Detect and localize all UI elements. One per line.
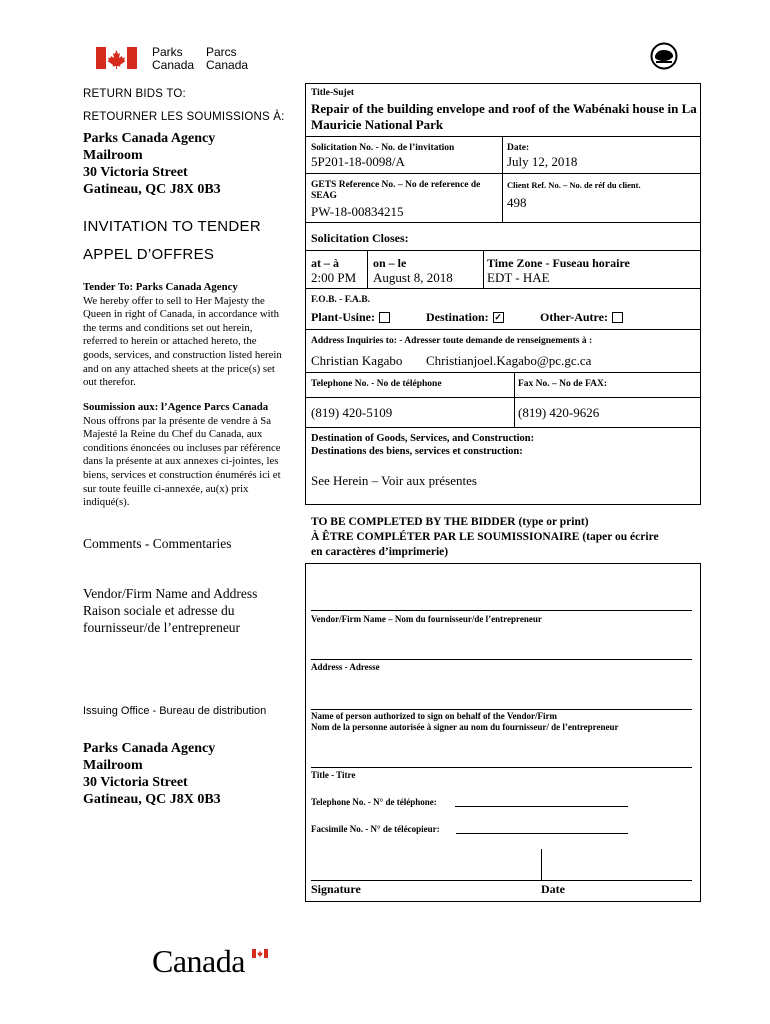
bidder-heading-line: en caractères d’imprimerie)	[311, 546, 449, 558]
vendor-name-address-label	[83, 585, 257, 636]
destination-goods-value: See Herein – Voir aux présentes	[311, 473, 477, 488]
plant-usine-option[interactable]	[311, 310, 390, 325]
client-ref-value: 498	[507, 195, 527, 210]
soumission-line: indiqué(s).	[83, 496, 130, 509]
title-field[interactable]	[311, 767, 692, 768]
invitation-to-tender: INVITATION TO TENDER	[83, 218, 261, 235]
return-address-line: Mailroom	[83, 148, 143, 163]
time-zone-label: Time Zone - Fuseau horaire	[487, 256, 630, 270]
address-label: Address - Adresse	[311, 662, 380, 672]
return-address	[83, 130, 221, 198]
authorized-person-line: Name of person authorized to sign on behalf of the Vendor/Firm	[311, 711, 557, 721]
on-label: on – le	[373, 256, 407, 270]
date-value: July 12, 2018	[507, 154, 578, 169]
destination-label: Destination:	[426, 310, 489, 324]
solicitation-no-value: 5P201-18-0098/A	[311, 154, 405, 169]
other-autre-checkbox[interactable]	[612, 312, 623, 323]
bidder-facsimile-label: Facsimile No. - N° de télécopieur:	[311, 824, 440, 834]
soumission-line: sur toute feuille ci-annexée, au(x) prix	[83, 482, 249, 495]
gets-ref-label-line: SEAG	[311, 191, 337, 201]
signature-label: Signature	[311, 882, 361, 896]
at-label: at – à	[311, 256, 339, 270]
fax-value: (819) 420-9626	[518, 405, 600, 420]
vendor-label-line: fournisseur/de l’entrepreneur	[83, 620, 241, 635]
vendor-name-field[interactable]	[311, 610, 692, 611]
date-sign-label: Date	[541, 882, 565, 896]
soumission-line: conditions énoncées ou incluses par référence	[83, 441, 281, 454]
logo-parks-fr-2: Canada	[206, 58, 249, 72]
title-value	[311, 101, 697, 133]
soumission-line: dans la présente at aux annexes ci-jointes, les	[83, 455, 279, 468]
plant-usine-label: Plant-Usine:	[311, 310, 375, 324]
bidder-heading	[311, 515, 659, 560]
solicitation-closes-label: Solicitation Closes:	[311, 231, 409, 245]
logo-parks-en-2: Canada	[152, 58, 195, 72]
issuing-address-line: Gatineau, QC J8X 0B3	[83, 792, 221, 807]
gets-ref-label	[311, 180, 480, 202]
soumission-line: biens, services et construction énumérés ici et	[83, 468, 281, 481]
authorized-person-line: Nom de la personne autorisée à signer au nom du fournisseur/ de l’entrepreneur	[311, 722, 619, 732]
issuing-address-line: Mailroom	[83, 758, 143, 773]
issuing-address	[83, 740, 221, 808]
soumission-line: Majesté la Reine du Chef du Canada, aux	[83, 428, 263, 441]
beaver-emblem-icon	[650, 42, 678, 70]
other-autre-option[interactable]	[540, 310, 623, 325]
tender-to-line: Queen in right of Canada, in accordance with	[83, 308, 280, 321]
client-ref-label: Client Ref. No. – No. de réf du client.	[507, 180, 641, 190]
time-zone-value: EDT - HAE	[487, 270, 550, 285]
canada-wordmark: Canada	[152, 943, 245, 979]
date-label: Date:	[507, 143, 530, 153]
comments-label: Comments - Commentaries	[83, 536, 232, 551]
bidder-telephone-label: Telephone No. - N° de téléphone:	[311, 797, 437, 807]
at-value: 2:00 PM	[311, 270, 357, 285]
title-label: Title-Sujet	[311, 88, 355, 98]
issuing-address-line: Parks Canada Agency	[83, 741, 216, 756]
title-value-line: Repair of the building envelope and roof of the Wabénaki house in La	[311, 101, 697, 116]
bidder-telephone-field[interactable]	[455, 806, 628, 807]
bidder-heading-line: TO BE COMPLETED BY THE BIDDER (type or print)	[311, 516, 589, 528]
title-titre-label: Title - Titre	[311, 770, 356, 780]
authorized-person-field[interactable]	[311, 709, 692, 710]
on-value: August 8, 2018	[373, 270, 453, 285]
tender-to-heading: Tender To: Parks Canada Agency	[83, 281, 238, 293]
tender-to-block	[83, 281, 298, 390]
authorized-person-label	[311, 711, 619, 733]
return-address-line: 30 Victoria Street	[83, 165, 188, 180]
fob-label: F.O.B. - F.A.B.	[311, 295, 370, 305]
other-autre-label: Other-Autre:	[540, 310, 608, 324]
tender-to-line: out therefor.	[83, 376, 136, 389]
contact-name: Christian Kagabo	[311, 353, 403, 368]
tender-to-line: and on any attached sheets at the price(s) set	[83, 362, 275, 375]
destination-goods-line: Destinations des biens, services et construction:	[311, 445, 523, 457]
bidder-heading-line: À ÊTRE COMPLÉTER PAR LE SOUMISSIONAIRE (taper ou écrire	[311, 531, 659, 543]
vendor-name-label: Vendor/Firm Name – Nom du fournisseur/de l’entrepreneur	[311, 614, 542, 624]
telephone-label: Telephone No. - No de téléphone	[311, 379, 442, 389]
vendor-label-line: Vendor/Firm Name and Address	[83, 586, 258, 601]
gets-ref-value: PW-18-00834215	[311, 204, 404, 219]
telephone-value: (819) 420-5109	[311, 405, 393, 420]
fax-label: Fax No. – No de FAX:	[518, 379, 608, 389]
tender-to-line: We hereby offer to sell to Her Majesty the	[83, 294, 265, 307]
tender-to-line: referred to herein or attached hereto, the	[83, 335, 257, 348]
destination-goods-label	[311, 433, 534, 458]
soumission-line: Nous offrons par la présente de vendre à Sa	[83, 414, 272, 427]
vendor-label-line: Raison sociale et adresse du	[83, 603, 235, 618]
issuing-office-label: Issuing Office - Bureau de distribution	[83, 705, 267, 717]
canada-flag-icon	[96, 47, 137, 69]
bidder-facsimile-field[interactable]	[456, 833, 628, 834]
return-address-line: Gatineau, QC J8X 0B3	[83, 182, 221, 197]
address-field[interactable]	[311, 659, 692, 660]
inquiries-label: Address Inquiries to: - Adresser toute demande de renseignements à :	[311, 336, 593, 346]
return-bids-en: RETURN BIDS TO:	[83, 88, 186, 100]
logo-parks-fr-1: Parcs	[206, 45, 237, 59]
destination-goods-line: Destination of Goods, Services, and Construction:	[311, 433, 535, 444]
destination-checkbox[interactable]: ✓	[494, 311, 502, 322]
soumission-block	[83, 401, 298, 510]
title-value-line: Mauricie National Park	[311, 117, 444, 132]
tender-to-line: goods, services, and construction listed herein	[83, 348, 282, 361]
return-address-line: Parks Canada Agency	[83, 131, 216, 146]
appel-d-offres: APPEL D’OFFRES	[83, 246, 215, 263]
return-bids-fr: RETOURNER LES SOUMISSIONS À:	[83, 111, 285, 123]
gets-ref-label-line: GETS Reference No. – No de reference de	[311, 180, 481, 190]
logo-parks-en-1: Parks	[152, 45, 183, 59]
solicitation-no-label: Solicitation No. - No. de l’invitation	[311, 143, 455, 153]
tender-to-line: the terms and conditions set out herein,	[83, 321, 253, 334]
plant-usine-checkbox[interactable]	[379, 312, 390, 323]
contact-email[interactable]: Christianjoel.Kagabo@pc.gc.ca	[426, 353, 592, 368]
issuing-address-line: 30 Victoria Street	[83, 775, 188, 790]
soumission-heading: Soumission aux: l’Agence Parcs Canada	[83, 401, 269, 413]
wordmark-flag-icon	[252, 949, 268, 958]
signature-date-line	[311, 880, 692, 881]
destination-option[interactable]	[426, 310, 504, 325]
